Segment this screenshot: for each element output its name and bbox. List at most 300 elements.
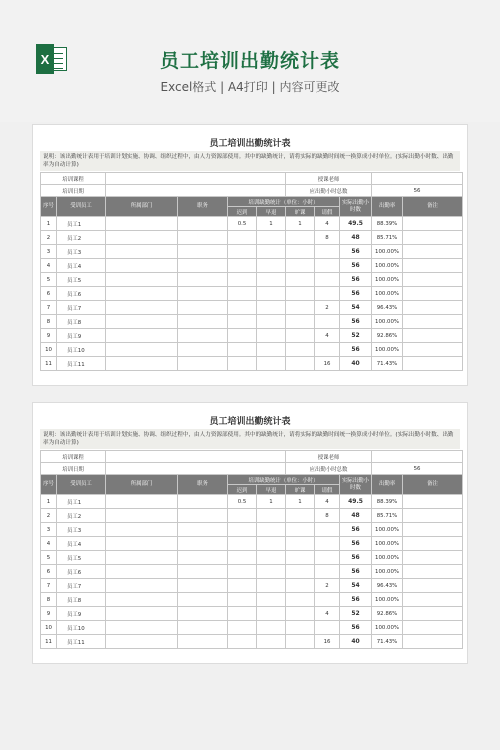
cell-dept[interactable] [106, 357, 178, 371]
cell-remark[interactable] [403, 245, 463, 259]
cell-leave[interactable] [315, 621, 340, 635]
cell-leave[interactable]: 2 [315, 579, 340, 593]
date-label: 培训日期 [41, 185, 106, 197]
cell-leave[interactable]: 16 [315, 357, 340, 371]
cell-early[interactable] [257, 579, 286, 593]
page-title: 员工培训出勤统计表 [159, 50, 340, 72]
cell-name[interactable]: 员工4 [57, 537, 106, 551]
teacher-value[interactable] [372, 173, 463, 185]
cell-leave[interactable] [315, 245, 340, 259]
table-row [41, 509, 463, 523]
cell-rate: 100.00% [372, 245, 403, 259]
cell-early[interactable] [257, 523, 286, 537]
col-late: 迟到 [228, 485, 257, 495]
col-absent: 旷课 [286, 485, 315, 495]
cell-position[interactable] [178, 495, 228, 509]
cell-late[interactable]: 0.5 [228, 495, 257, 509]
col-no: 序号 [41, 197, 57, 217]
cell-remark[interactable] [403, 565, 463, 579]
cell-remark[interactable] [403, 537, 463, 551]
cell-dept[interactable] [106, 245, 178, 259]
col-absence-group: 培训缺勤统计（单位：小时） [228, 475, 340, 485]
cell-dept[interactable] [106, 593, 178, 607]
cell-absent[interactable] [286, 343, 315, 357]
cell-no: 4 [41, 259, 57, 273]
cell-rate: 100.00% [372, 287, 403, 301]
cell-absent[interactable]: 1 [286, 217, 315, 231]
course-value[interactable] [106, 451, 286, 463]
cell-leave[interactable] [315, 259, 340, 273]
cell-leave[interactable]: 8 [315, 231, 340, 245]
cell-no: 3 [41, 523, 57, 537]
cell-remark[interactable] [403, 287, 463, 301]
cell-dept[interactable] [106, 509, 178, 523]
cell-actual: 56 [340, 621, 372, 635]
cell-position[interactable] [178, 245, 228, 259]
cell-late[interactable] [228, 273, 257, 287]
cell-remark[interactable] [403, 621, 463, 635]
cell-actual: 56 [340, 343, 372, 357]
cell-late[interactable] [228, 635, 257, 649]
cell-position[interactable] [178, 551, 228, 565]
cell-name[interactable]: 员工11 [57, 635, 106, 649]
table-row [41, 217, 463, 231]
sheet-title: 员工培训出勤统计表 [209, 417, 291, 427]
cell-late[interactable] [228, 579, 257, 593]
teacher-label: 授课老师 [286, 451, 372, 463]
cell-position[interactable] [178, 635, 228, 649]
cell-leave[interactable] [315, 315, 340, 329]
table-row [41, 635, 463, 649]
cell-early[interactable] [257, 231, 286, 245]
cell-late[interactable] [228, 287, 257, 301]
sheet-preview-1 [32, 124, 468, 386]
cell-rate: 100.00% [372, 523, 403, 537]
info-row-date [41, 463, 463, 475]
info-row-course [41, 173, 463, 185]
cell-remark[interactable] [403, 329, 463, 343]
cell-late[interactable] [228, 231, 257, 245]
col-no: 序号 [41, 475, 57, 495]
table-row [41, 231, 463, 245]
cell-late[interactable] [228, 509, 257, 523]
cell-rate: 71.43% [372, 635, 403, 649]
cell-no: 1 [41, 495, 57, 509]
cell-leave[interactable]: 16 [315, 635, 340, 649]
cell-actual: 48 [340, 231, 372, 245]
cell-rate: 100.00% [372, 593, 403, 607]
cell-rate: 85.71% [372, 509, 403, 523]
cell-remark[interactable] [403, 343, 463, 357]
cell-dept[interactable] [106, 329, 178, 343]
cell-no: 9 [41, 607, 57, 621]
cell-name[interactable]: 员工8 [57, 593, 106, 607]
cell-dept[interactable] [106, 343, 178, 357]
cell-rate: 100.00% [372, 565, 403, 579]
cell-early[interactable] [257, 635, 286, 649]
cell-late[interactable]: 0.5 [228, 217, 257, 231]
cell-early[interactable] [257, 245, 286, 259]
cell-remark[interactable] [403, 231, 463, 245]
cell-leave[interactable] [315, 593, 340, 607]
cell-rate: 92.86% [372, 329, 403, 343]
cell-absent[interactable] [286, 565, 315, 579]
cell-position[interactable] [178, 287, 228, 301]
col-remark: 备注 [403, 197, 463, 217]
col-name: 受训员工 [57, 475, 106, 495]
cell-late[interactable] [228, 343, 257, 357]
cell-remark[interactable] [403, 273, 463, 287]
table-row [41, 245, 463, 259]
cell-early[interactable] [257, 329, 286, 343]
table-row [41, 329, 463, 343]
cell-name[interactable]: 员工2 [57, 509, 106, 523]
cell-position[interactable] [178, 329, 228, 343]
cell-position[interactable] [178, 537, 228, 551]
date-value[interactable] [106, 185, 286, 197]
cell-absent[interactable] [286, 635, 315, 649]
cell-position[interactable] [178, 273, 228, 287]
cell-dept[interactable] [106, 231, 178, 245]
col-position: 职务 [178, 475, 228, 495]
cell-leave[interactable]: 4 [315, 217, 340, 231]
cell-remark[interactable] [403, 635, 463, 649]
cell-leave[interactable] [315, 523, 340, 537]
cell-leave[interactable] [315, 343, 340, 357]
cell-leave[interactable]: 2 [315, 301, 340, 315]
cell-name[interactable]: 员工7 [57, 579, 106, 593]
col-leave: 请假 [315, 207, 340, 217]
cell-no: 10 [41, 621, 57, 635]
cell-no: 11 [41, 635, 57, 649]
cell-dept[interactable] [106, 287, 178, 301]
cell-absent[interactable] [286, 509, 315, 523]
cell-late[interactable] [228, 315, 257, 329]
cell-absent[interactable] [286, 273, 315, 287]
cell-absent[interactable] [286, 523, 315, 537]
cell-dept[interactable] [106, 579, 178, 593]
cell-remark[interactable] [403, 259, 463, 273]
cell-leave[interactable] [315, 287, 340, 301]
cell-dept[interactable] [106, 607, 178, 621]
cell-late[interactable] [228, 523, 257, 537]
cell-late[interactable] [228, 259, 257, 273]
cell-rate: 100.00% [372, 259, 403, 273]
cell-remark[interactable] [403, 495, 463, 509]
cell-actual: 56 [340, 565, 372, 579]
cell-rate: 88.39% [372, 217, 403, 231]
cell-late[interactable] [228, 245, 257, 259]
cell-early[interactable] [257, 593, 286, 607]
hours-label: 应出勤小时总数 [286, 185, 372, 197]
cell-position[interactable] [178, 523, 228, 537]
cell-late[interactable] [228, 565, 257, 579]
cell-rate: 92.86% [372, 607, 403, 621]
course-value[interactable] [106, 173, 286, 185]
col-late: 迟到 [228, 207, 257, 217]
sheet-note: 说明：该出勤统计表用于培训计划实施、协调、组织过程中，由人力资源部使用。其中的缺勤统计，请将实际的缺勤时间统一换算成小时单位。(实际出勤小时数、出勤率为自动计算) [40, 151, 460, 171]
cell-absent[interactable] [286, 607, 315, 621]
cell-remark[interactable] [403, 217, 463, 231]
cell-remark[interactable] [403, 315, 463, 329]
cell-position[interactable] [178, 509, 228, 523]
cell-leave[interactable] [315, 273, 340, 287]
cell-name[interactable]: 员工2 [57, 231, 106, 245]
cell-early[interactable] [257, 621, 286, 635]
date-label: 培训日期 [41, 463, 106, 475]
cell-absent[interactable] [286, 329, 315, 343]
cell-dept[interactable] [106, 565, 178, 579]
cell-name[interactable]: 员工9 [57, 607, 106, 621]
cell-position[interactable] [178, 579, 228, 593]
cell-dept[interactable] [106, 273, 178, 287]
cell-name[interactable]: 员工6 [57, 565, 106, 579]
cell-remark[interactable] [403, 579, 463, 593]
table-row [41, 343, 463, 357]
cell-dept[interactable] [106, 621, 178, 635]
cell-absent[interactable] [286, 301, 315, 315]
cell-dept[interactable] [106, 495, 178, 509]
cell-remark[interactable] [403, 523, 463, 537]
table-row [41, 551, 463, 565]
teacher-value[interactable] [372, 451, 463, 463]
attendance-table [40, 450, 463, 649]
col-absent: 旷课 [286, 207, 315, 217]
col-early: 早退 [257, 207, 286, 217]
cell-no: 1 [41, 217, 57, 231]
date-value[interactable] [106, 463, 286, 475]
col-remark: 备注 [403, 475, 463, 495]
cell-leave[interactable] [315, 565, 340, 579]
cell-actual: 56 [340, 537, 372, 551]
cell-position[interactable] [178, 357, 228, 371]
cell-name[interactable]: 员工5 [57, 273, 106, 287]
cell-name[interactable]: 员工10 [57, 343, 106, 357]
cell-name[interactable]: 员工7 [57, 301, 106, 315]
table-row [41, 357, 463, 371]
table-row [41, 537, 463, 551]
cell-late[interactable] [228, 301, 257, 315]
cell-no: 7 [41, 579, 57, 593]
cell-actual: 56 [340, 315, 372, 329]
cell-early[interactable] [257, 551, 286, 565]
table-row [41, 287, 463, 301]
cell-early[interactable] [257, 607, 286, 621]
cell-remark[interactable] [403, 551, 463, 565]
cell-early[interactable] [257, 315, 286, 329]
cell-late[interactable] [228, 537, 257, 551]
cell-absent[interactable] [286, 551, 315, 565]
cell-early[interactable] [257, 509, 286, 523]
cell-name[interactable]: 员工6 [57, 287, 106, 301]
cell-leave[interactable]: 4 [315, 495, 340, 509]
cell-position[interactable] [178, 343, 228, 357]
course-label: 培训课程 [41, 451, 106, 463]
cell-rate: 85.71% [372, 231, 403, 245]
cell-late[interactable] [228, 621, 257, 635]
cell-actual: 56 [340, 593, 372, 607]
cell-early[interactable] [257, 287, 286, 301]
cell-no: 3 [41, 245, 57, 259]
table-row [41, 523, 463, 537]
cell-rate: 100.00% [372, 273, 403, 287]
attendance-table [40, 172, 463, 371]
cell-name[interactable]: 员工8 [57, 315, 106, 329]
cell-remark[interactable] [403, 357, 463, 371]
cell-rate: 100.00% [372, 537, 403, 551]
cell-rate: 100.00% [372, 315, 403, 329]
table-row [41, 565, 463, 579]
cell-name[interactable]: 员工11 [57, 357, 106, 371]
cell-actual: 56 [340, 273, 372, 287]
cell-actual: 40 [340, 635, 372, 649]
cell-actual: 49.5 [340, 495, 372, 509]
cell-absent[interactable] [286, 315, 315, 329]
cell-remark[interactable] [403, 607, 463, 621]
cell-no: 4 [41, 537, 57, 551]
cell-no: 11 [41, 357, 57, 371]
cell-early[interactable]: 1 [257, 217, 286, 231]
cell-early[interactable] [257, 357, 286, 371]
cell-dept[interactable] [106, 315, 178, 329]
cell-no: 6 [41, 565, 57, 579]
header-row-1 [41, 197, 463, 207]
cell-actual: 48 [340, 509, 372, 523]
cell-no: 10 [41, 343, 57, 357]
cell-position[interactable] [178, 607, 228, 621]
excel-icon-letter: X [36, 44, 54, 74]
cell-late[interactable] [228, 329, 257, 343]
cell-no: 8 [41, 593, 57, 607]
cell-name[interactable]: 员工10 [57, 621, 106, 635]
cell-early[interactable] [257, 301, 286, 315]
col-early: 早退 [257, 485, 286, 495]
cell-no: 7 [41, 301, 57, 315]
cell-position[interactable] [178, 315, 228, 329]
cell-position[interactable] [178, 565, 228, 579]
cell-actual: 52 [340, 607, 372, 621]
cell-actual: 54 [340, 301, 372, 315]
cell-early[interactable] [257, 273, 286, 287]
col-absence-group: 培训缺勤统计（单位：小时） [228, 197, 340, 207]
cell-remark[interactable] [403, 593, 463, 607]
sheet-note: 说明：该出勤统计表用于培训计划实施、协调、组织过程中，由人力资源部使用。其中的缺勤统计，请将实际的缺勤时间统一换算成小时单位。(实际出勤小时数、出勤率为自动计算) [40, 429, 460, 449]
cell-absent[interactable] [286, 579, 315, 593]
cell-actual: 56 [340, 551, 372, 565]
cell-actual: 49.5 [340, 217, 372, 231]
course-label: 培训课程 [41, 173, 106, 185]
page-header [0, 0, 500, 122]
cell-name[interactable]: 员工5 [57, 551, 106, 565]
cell-absent[interactable] [286, 259, 315, 273]
cell-dept[interactable] [106, 217, 178, 231]
cell-rate: 100.00% [372, 621, 403, 635]
cell-rate: 96.43% [372, 579, 403, 593]
cell-dept[interactable] [106, 551, 178, 565]
cell-rate: 100.00% [372, 343, 403, 357]
cell-rate: 71.43% [372, 357, 403, 371]
cell-leave[interactable]: 4 [315, 329, 340, 343]
cell-position[interactable] [178, 621, 228, 635]
cell-name[interactable]: 员工1 [57, 217, 106, 231]
cell-position[interactable] [178, 301, 228, 315]
cell-absent[interactable] [286, 287, 315, 301]
cell-remark[interactable] [403, 301, 463, 315]
table-row [41, 315, 463, 329]
cell-position[interactable] [178, 231, 228, 245]
table-row [41, 593, 463, 607]
col-actual: 实际出勤小时数 [340, 197, 372, 217]
hours-value[interactable]: 56 [372, 463, 463, 475]
cell-dept[interactable] [106, 523, 178, 537]
cell-early[interactable]: 1 [257, 495, 286, 509]
cell-leave[interactable]: 4 [315, 607, 340, 621]
cell-position[interactable] [178, 217, 228, 231]
cell-late[interactable] [228, 607, 257, 621]
cell-absent[interactable] [286, 593, 315, 607]
table-row [41, 273, 463, 287]
cell-position[interactable] [178, 259, 228, 273]
cell-late[interactable] [228, 357, 257, 371]
cell-leave[interactable] [315, 551, 340, 565]
cell-remark[interactable] [403, 509, 463, 523]
cell-rate: 100.00% [372, 551, 403, 565]
cell-early[interactable] [257, 537, 286, 551]
cell-late[interactable] [228, 593, 257, 607]
hours-value[interactable]: 56 [372, 185, 463, 197]
cell-early[interactable] [257, 343, 286, 357]
cell-name[interactable]: 员工1 [57, 495, 106, 509]
cell-leave[interactable]: 8 [315, 509, 340, 523]
cell-name[interactable]: 员工4 [57, 259, 106, 273]
cell-position[interactable] [178, 593, 228, 607]
table-row [41, 621, 463, 635]
info-row-date [41, 185, 463, 197]
table-row [41, 301, 463, 315]
sheet-title: 员工培训出勤统计表 [209, 139, 291, 149]
cell-actual: 40 [340, 357, 372, 371]
cell-name[interactable]: 员工9 [57, 329, 106, 343]
cell-absent[interactable] [286, 357, 315, 371]
cell-late[interactable] [228, 551, 257, 565]
table-row [41, 259, 463, 273]
cell-leave[interactable] [315, 537, 340, 551]
cell-absent[interactable]: 1 [286, 495, 315, 509]
col-leave: 请假 [315, 485, 340, 495]
cell-dept[interactable] [106, 301, 178, 315]
cell-early[interactable] [257, 259, 286, 273]
cell-name[interactable]: 员工3 [57, 523, 106, 537]
header-row-1 [41, 475, 463, 485]
cell-dept[interactable] [106, 537, 178, 551]
cell-absent[interactable] [286, 231, 315, 245]
cell-actual: 52 [340, 329, 372, 343]
cell-no: 2 [41, 509, 57, 523]
cell-name[interactable]: 员工3 [57, 245, 106, 259]
cell-rate: 96.43% [372, 301, 403, 315]
cell-dept[interactable] [106, 635, 178, 649]
cell-absent[interactable] [286, 245, 315, 259]
cell-absent[interactable] [286, 537, 315, 551]
cell-actual: 56 [340, 259, 372, 273]
cell-no: 6 [41, 287, 57, 301]
col-name: 受训员工 [57, 197, 106, 217]
cell-absent[interactable] [286, 621, 315, 635]
page-subtitle: Excel格式 | A4打印 | 内容可更改 [160, 80, 340, 94]
teacher-label: 授课老师 [286, 173, 372, 185]
cell-dept[interactable] [106, 259, 178, 273]
cell-early[interactable] [257, 565, 286, 579]
